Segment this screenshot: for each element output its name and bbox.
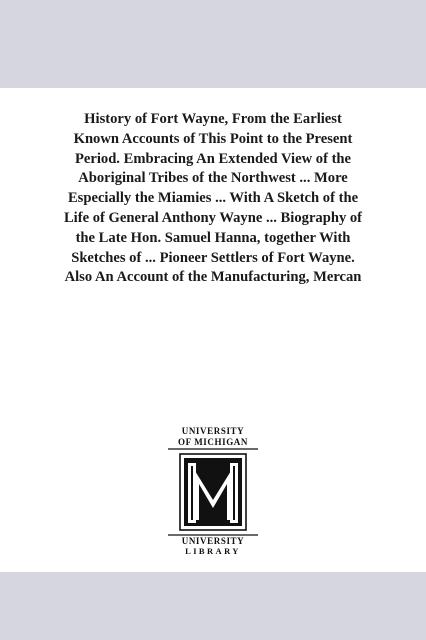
- book-title: History of Fort Wayne, From the Earliest Known Accounts of This Point to the Present Period. Embracing An Extended View of the Aboriginal Tribes of the Northwest ... More Especially the Miamies ... With A Sketch of the Life of General Anthony Wayne ... Biography of the Late Hon. Samuel Hanna, together With Sketches of ... Pioneer Settlers of Fort Wayne. Also An Account of the Manufacturing, Mercan: [63, 111, 363, 286]
- logo-bottom-line-2: LIBRARY: [185, 546, 241, 556]
- cover-bottom-band: [0, 572, 426, 640]
- logo-top-line-1: UNIVERSITY: [181, 426, 245, 436]
- logo-top-line-2: OF MICHIGAN: [177, 437, 249, 447]
- cover-top-band: [0, 0, 426, 88]
- university-of-michigan-library-logo: [164, 424, 262, 556]
- block-m-icon: [180, 454, 246, 530]
- logo-bottom-line-1: UNIVERSITY: [181, 536, 245, 546]
